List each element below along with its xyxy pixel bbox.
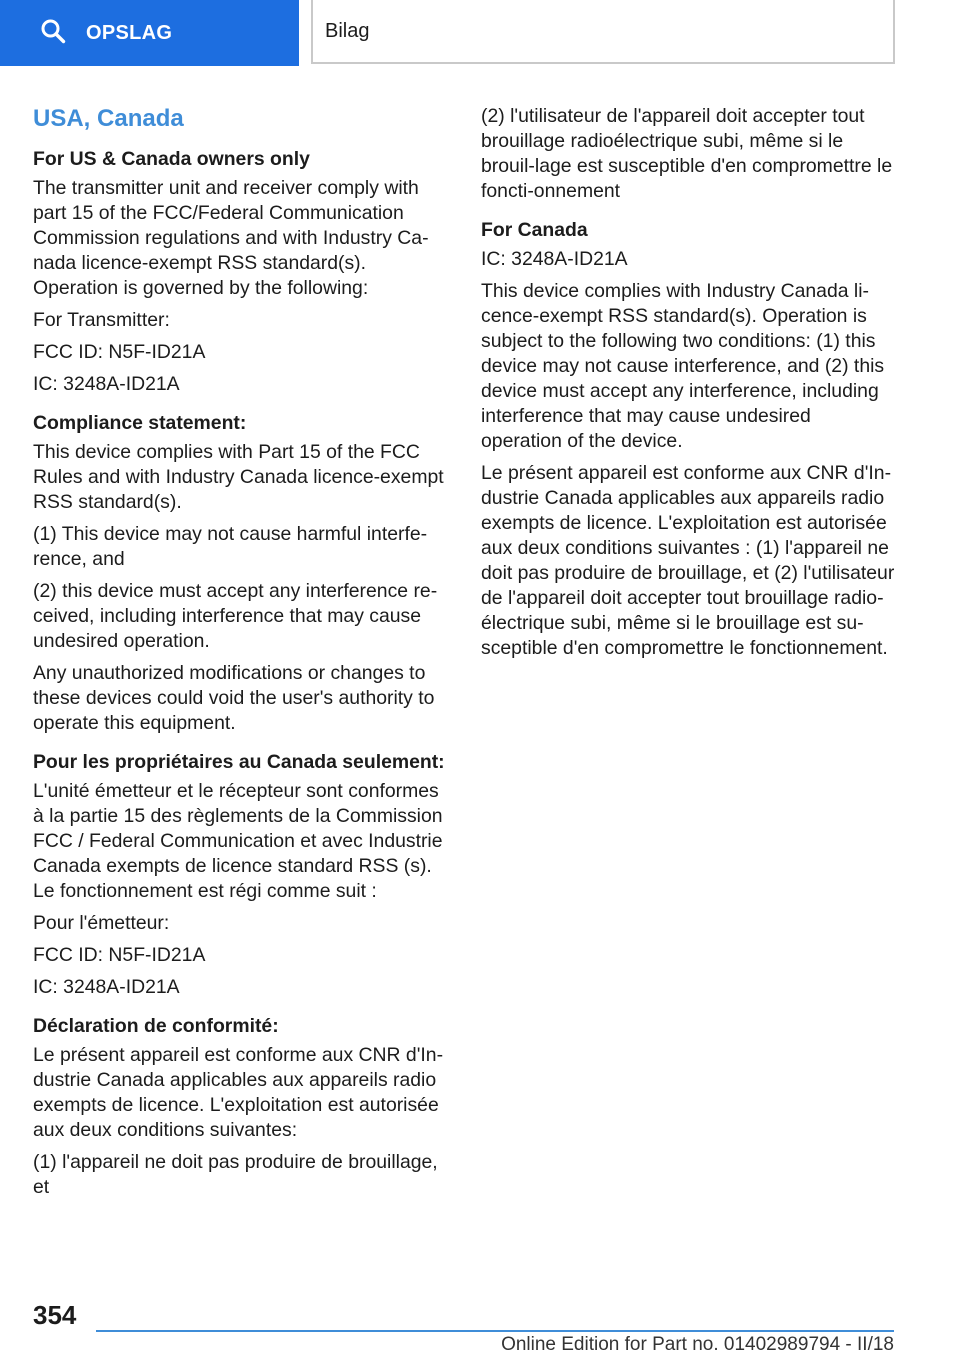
- right-column: [481, 104, 897, 668]
- search-button[interactable]: [0, 0, 299, 66]
- heading-compliance-statement: Compliance statement:: [33, 412, 247, 434]
- paragraph: FCC ID: N5F-ID21A: [33, 944, 206, 966]
- top-bar: [0, 0, 960, 66]
- paragraph: (1) This device may not cause harmful interfe-rence, and: [33, 523, 428, 570]
- paragraph: (2) this device must accept any interference re-ceived, including interference that may cause undesired operation.: [33, 580, 438, 652]
- page-title: USA, Canada: [33, 105, 184, 132]
- paragraph: FCC ID: N5F-ID21A: [33, 341, 206, 363]
- search-label: OPSLAG: [86, 21, 173, 44]
- paragraph: Pour l'émetteur:: [33, 912, 170, 934]
- heading-for-canada: For Canada: [481, 219, 588, 241]
- paragraph: L'unité émetteur et le récepteur sont conformes à la partie 15 des règlements de la Commission FCC / Federal Communication et avec Industrie Canada exempts de licence standard RSS (s). Le fonctionnement est régi comme suit :: [33, 780, 443, 902]
- heading-proprietaires-canada: Pour les propriétaires au Canada seulement:: [33, 751, 445, 773]
- paragraph: IC: 3248A-ID21A: [33, 976, 180, 998]
- section-tab[interactable]: Bilag: [311, 0, 895, 64]
- paragraph: IC: 3248A-ID21A: [481, 248, 628, 270]
- page-number: 354: [33, 1300, 77, 1330]
- paragraph: This device complies with Part 15 of the FCC Rules and with Industry Canada licence-exempt RSS standard(s).: [33, 441, 444, 513]
- footer-edition: Online Edition for Part no. 01402989794 - II/18: [501, 1334, 894, 1355]
- paragraph: (2) l'utilisateur de l'appareil doit accepter tout brouillage radioélectrique subi, même si le brouil-lage est susceptible d'en compromettre le foncti-onnement: [481, 105, 893, 202]
- search-icon: [40, 18, 66, 49]
- paragraph: Any unauthorized modifications or changes to these devices could void the user's authority to operate this equipment.: [33, 662, 435, 734]
- paragraph: (1) l'appareil ne doit pas produire de brouillage, et: [33, 1151, 438, 1198]
- paragraph: Le présent appareil est conforme aux CNR d'In-dustrie Canada applicables aux appareils radio exempts de licence. L'exploitation est autorisée aux deux conditions suivantes:: [33, 1044, 444, 1141]
- paragraph: IC: 3248A-ID21A: [33, 373, 180, 395]
- heading-us-canada-owners: For US & Canada owners only: [33, 148, 310, 170]
- left-column: [33, 100, 449, 1207]
- paragraph: The transmitter unit and receiver comply with part 15 of the FCC/Federal Communication Commission regulations and with Industry Ca-nada licence-exempt RSS standard(s). Operation is governed by the following:: [33, 177, 429, 299]
- footer-divider: [96, 1330, 894, 1332]
- heading-declaration-conformite: Déclaration de conformité:: [33, 1015, 279, 1037]
- paragraph: This device complies with Industry Canada li-cence-exempt RSS standard(s). Operation is subject to the following two conditions: (1) this device may not cause interference, and (2) this device must accept any interference, including interference that may cause undesired operation of the device.: [481, 280, 885, 452]
- paragraph: For Transmitter:: [33, 309, 170, 331]
- paragraph: Le présent appareil est conforme aux CNR d'In-dustrie Canada applicables aux appareils radio exempts de licence. L'exploitation est autorisée aux deux conditions suivantes : (1) l'appareil ne doit pas produire de brouillage, et (2) l'utilisateur de l'appareil doit accepter tout brouillage radio-électrique subi, même si le brouillage est su-sceptible d'en compromettre le fonctionnement.: [481, 462, 895, 659]
